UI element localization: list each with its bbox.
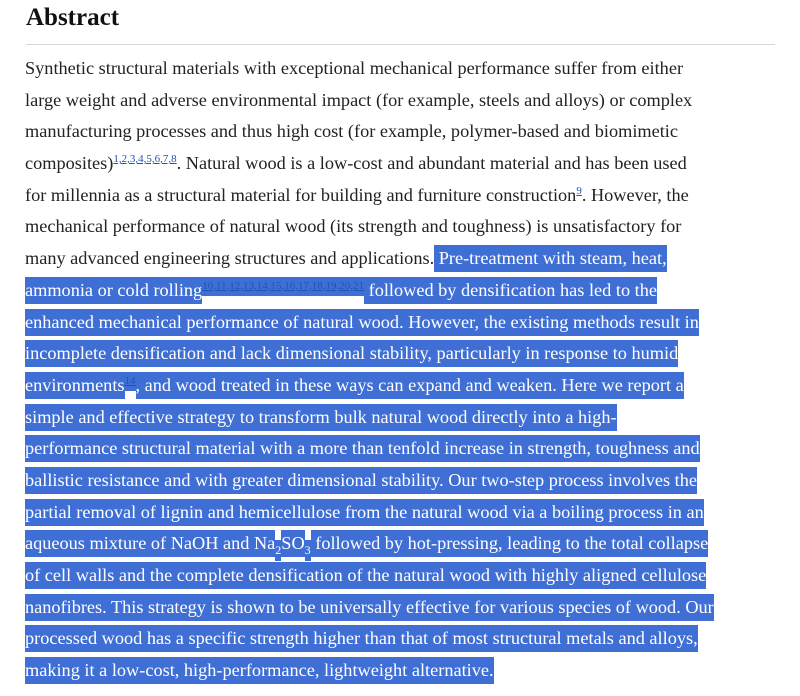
text-span: . However, the	[581, 184, 689, 205]
section-header	[26, 0, 775, 45]
abstract-line	[25, 180, 777, 212]
selected-text: environments	[25, 372, 125, 399]
text-span: . Natural wood is a low-cost and abundant material and has been used	[176, 153, 687, 174]
selected-text: making it a low-cost, high-performance, lightweight alternative.	[25, 657, 494, 684]
text-span: for millennia as a structural material for building and furniture construction	[25, 184, 577, 205]
selected-text: performance structural material with a more than tenfold increase in strength, toughness and	[25, 435, 700, 462]
selected-text: of cell walls and the complete densification of the natural wood with highly aligned cellulose	[25, 562, 706, 589]
subscript: 2	[275, 540, 281, 561]
selected-text: followed by hot-pressing, leading to the total collapse	[311, 530, 709, 557]
abstract-line	[25, 623, 777, 655]
selected-text: incomplete densification and lack dimensional stability, particularly in response to humid	[25, 340, 678, 367]
abstract-line	[25, 211, 777, 243]
selected-text: , and wood treated in these ways can expand and weaken. Here we report a	[136, 372, 684, 399]
abstract-line	[25, 528, 777, 560]
citation-link[interactable]: 14	[125, 372, 136, 391]
abstract-line	[25, 53, 777, 85]
abstract-line	[25, 275, 777, 307]
abstract-line	[25, 243, 777, 275]
selected-text: nanofibres. This strategy is shown to be universally effective for various species of wood. Our	[25, 594, 714, 621]
text-span: mechanical performance of natural wood (its strength and toughness) is unsatisfactory for	[25, 216, 682, 237]
text-span: manufacturing processes and thus high cost (for example, polymer-based and biomimetic	[25, 121, 679, 142]
abstract-line	[25, 497, 777, 529]
abstract-line	[25, 465, 777, 497]
abstract-line	[25, 85, 777, 117]
abstract-line	[25, 338, 777, 370]
selected-text: ballistic resistance and with greater dimensional stability. Our two-step process involves the	[25, 467, 697, 494]
citation-link[interactable]: 1,2,3,4,5,6,7,8	[113, 152, 177, 165]
section-title: Abstract	[26, 4, 120, 31]
abstract-line	[25, 560, 777, 592]
subscript: 3	[305, 540, 311, 561]
abstract-line	[25, 592, 777, 624]
text-span: Synthetic structural materials with exceptional mechanical performance suffer from either	[25, 58, 684, 78]
selected-text: simple and effective strategy to transform bulk natural wood directly into a high-	[25, 404, 617, 431]
abstract-line	[25, 433, 777, 465]
selected-text: partial removal of lignin and hemicellulose from the natural wood via a boiling process in an	[25, 499, 704, 526]
selected-text: ammonia or cold rolling	[25, 277, 202, 304]
selected-text: Pre-treatment with steam, heat,	[434, 245, 667, 272]
selected-text: followed by densification has led to the	[364, 277, 657, 304]
abstract-line	[25, 402, 777, 434]
selected-text: enhanced mechanical performance of natural wood. However, the existing methods result in	[25, 309, 699, 336]
text-span: many advanced engineering structures and applications.	[25, 248, 435, 269]
abstract-line	[25, 148, 777, 180]
text-span: composites)	[25, 153, 114, 174]
abstract-text	[25, 53, 777, 687]
selected-text: SO	[281, 530, 304, 557]
abstract-line	[25, 116, 777, 148]
citation-link[interactable]: 10,11,12,13,14,15,16,17,18,19,20,21	[202, 277, 364, 296]
citation-link[interactable]: 9	[576, 184, 582, 197]
text-span: large weight and adverse environmental impact (for example, steels and alloys) or complex	[25, 89, 693, 110]
abstract-line	[25, 370, 777, 402]
abstract-line	[25, 307, 777, 339]
selected-text: processed wood has a specific strength higher than that of most structural metals and alloys,	[25, 625, 698, 652]
selected-text: aqueous mixture of NaOH and Na	[25, 530, 275, 557]
abstract-line	[25, 655, 777, 687]
